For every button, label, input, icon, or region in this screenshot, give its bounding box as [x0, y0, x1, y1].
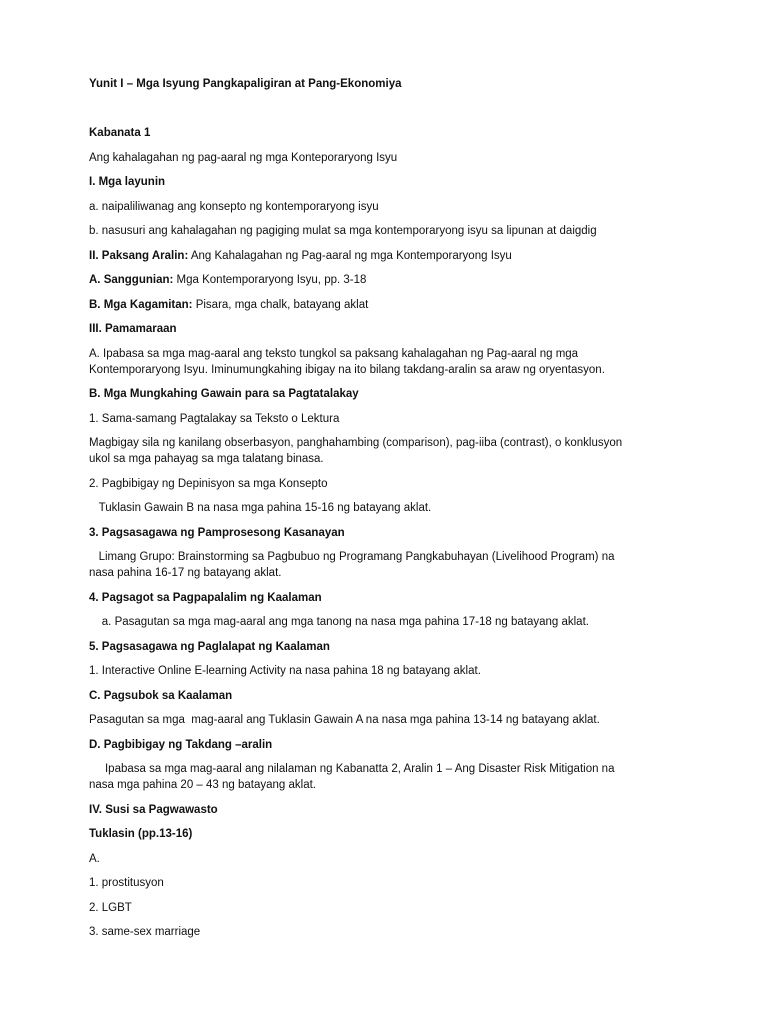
step-d-line-2: nasa mga pahina 20 – 43 ng batayang aklat.	[89, 779, 316, 791]
activity-5-body: 1. Interactive Online E-learning Activity na nasa pahina 18 ng batayang aklat.	[89, 665, 481, 677]
objectives-heading: I. Mga layunin	[89, 176, 166, 188]
step-a-line-2: Kontemporaryong Isyu. Iminumungkahing ibigay na ito bilang takdang-aralin sa araw ng oryentasyon.	[89, 363, 605, 376]
activity-1-heading: 1. Sama-samang Pagtalakay sa Teksto o Lektura	[89, 412, 340, 425]
chapter-title: Ang kahalagahan ng pag-aaral ng mga Konteporaryong Isyu	[89, 151, 398, 164]
activity-1-line-2: ukol sa mga pahayag sa mga talatang binasa.	[89, 453, 324, 465]
answer-item-2: 2. LGBT	[89, 901, 132, 914]
activity-4-body: a. Pasagutan sa mga mag-aaral ang mga tanong na nasa mga pahina 17-18 ng batayang aklat.	[89, 616, 589, 628]
activity-4-heading: 4. Pagsagot sa Pagpapalalim ng Kaalaman	[89, 591, 322, 604]
procedure-heading: III. Pamamaraan	[89, 323, 177, 335]
reference-value: Mga Kontemporaryong Isyu, pp. 3-18	[173, 274, 367, 286]
activity-2-heading: 2. Pagbibigay ng Depinisyon sa mga Konsepto	[89, 477, 328, 490]
reference	[89, 272, 689, 288]
activity-3-line-1: Limang Grupo: Brainstorming sa Pagbubuo ng Programang Pangkabuhayan (Livelihood Program) na	[89, 551, 615, 563]
subject-matter-value: Ang Kahalagahan ng Pag-aaral ng mga Kontemporaryong Isyu	[188, 249, 512, 262]
activity-5-heading: 5. Pagsasagawa ng Paglalapat ng Kaalaman	[89, 640, 330, 653]
materials	[89, 297, 689, 313]
step-b-heading: B. Mga Mungkahing Gawain para sa Pagtatalakay	[89, 388, 359, 400]
unit-title: Yunit I – Mga Isyung Pangkapaligiran at Pang-Ekonomiya	[89, 78, 402, 90]
document-page	[89, 76, 689, 940]
tuklasin-heading: Tuklasin (pp.13-16)	[89, 828, 193, 840]
reference-label: A. Sanggunian:	[89, 274, 174, 286]
answer-key-heading: IV. Susi sa Pagwawasto	[89, 803, 218, 816]
objective-b: b. nasusuri ang kahalagahan ng pagiging mulat sa mga kontemporaryong isyu sa lipunan at daigdig	[89, 225, 597, 237]
chapter-number: Kabanata 1	[89, 127, 151, 139]
activity-2-body: Tuklasin Gawain B na nasa mga pahina 15-16 ng batayang aklat.	[89, 502, 432, 514]
step-c-body: Pasagutan sa mga mag-aaral ang Tuklasin Gawain A na nasa mga pahina 13-14 ng batayang aklat.	[89, 714, 600, 726]
step-d-line-1: Ipabasa sa mga mag-aaral ang nilalaman ng Kabanatta 2, Aralin 1 – Ang Disaster Risk Mitigation na	[89, 763, 615, 775]
answer-item-1: 1. prostitusyon	[89, 877, 164, 889]
answer-item-3: 3. same-sex marriage	[89, 926, 201, 938]
step-c-heading: C. Pagsubok sa Kaalaman	[89, 689, 233, 702]
activity-3-line-2: nasa pahina 16-17 ng batayang aklat.	[89, 567, 282, 579]
subject-matter-label: II. Paksang Aralin:	[89, 249, 189, 262]
step-a-line-1: A. Ipabasa sa mga mag-aaral ang teksto tungkol sa paksang kahalagahan ng Pag-aaral ng mga	[89, 347, 579, 360]
activity-3-heading: 3. Pagsasagawa ng Pamprosesong Kasanayan	[89, 526, 345, 539]
subject-matter	[89, 248, 689, 264]
activity-1-line-1: Magbigay sila ng kanilang obserbasyon, panghahambing (comparison), pag-iiba (contrast), o konklusyon	[89, 437, 623, 449]
step-d-heading: D. Pagbibigay ng Takdang –aralin	[89, 738, 273, 751]
materials-label: B. Mga Kagamitan:	[89, 298, 193, 311]
objective-a: a. naipaliliwanag ang konsepto ng kontemporaryong isyu	[89, 200, 379, 213]
answer-key-a: A.	[89, 852, 100, 865]
materials-value: Pisara, mga chalk, batayang aklat	[192, 298, 369, 311]
